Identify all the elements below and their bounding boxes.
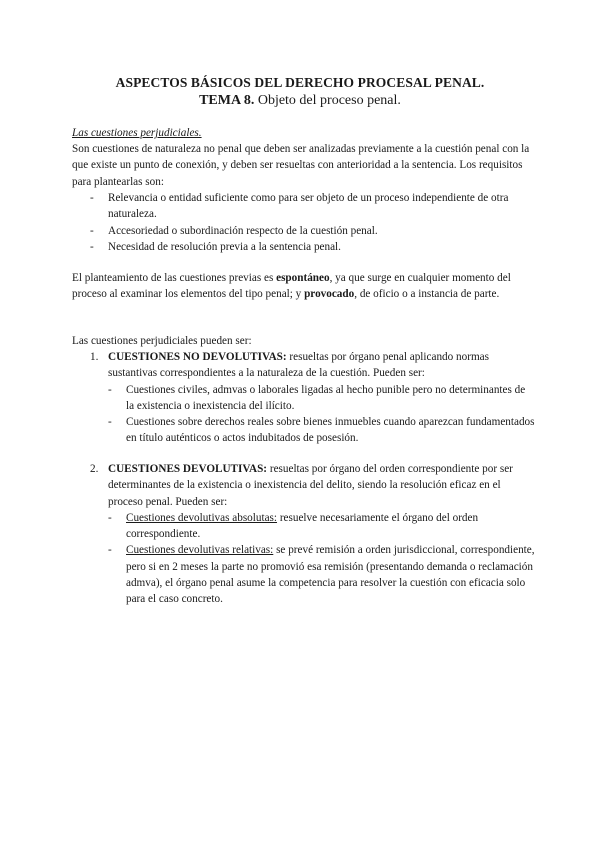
item-number: 1. bbox=[90, 351, 99, 363]
dash-bullet: - bbox=[90, 240, 94, 253]
item-text: resueltas por órgano penal aplicando normas sustantivas correspondientes a la naturaleza de la cuestión. Pueden ser: bbox=[108, 351, 489, 380]
sub-item-text: resuelve necesariamente el órgano del orden correspondiente. bbox=[126, 511, 479, 541]
sub-item-text: se prevé remisión a orden jurisdiccional, correspondiente, pero si en 2 meses la parte no promovió esa remisión (presentando demanda o reclamación admva), el órgano penal asume la competencia para resolver la cuestión con eficacia solo para el caso concreto. bbox=[126, 544, 535, 606]
requisito-text: Relevancia o entidad suficiente como para ser objeto de un proceso independiente de otra naturaleza. bbox=[108, 192, 509, 221]
sub-item bbox=[90, 414, 536, 447]
dash-bullet: - bbox=[108, 416, 112, 429]
planteamiento-text: , de oficio o a instancia de parte. bbox=[354, 288, 500, 301]
numbered-item-devolutivas bbox=[90, 461, 536, 608]
requisito-text: Accesoriedad o subordinación respecto de la cuestión penal. bbox=[108, 224, 378, 237]
sub-item-text: Cuestiones civiles, admvas o laborales ligadas al hecho punible pero no determinantes de la existencia o inexistencia del ilícito. bbox=[126, 383, 526, 412]
sub-item bbox=[90, 542, 536, 607]
requisito-text: Necesidad de resolución previa a la sentencia penal. bbox=[108, 240, 341, 253]
sub-list bbox=[90, 382, 536, 447]
planteamiento-text: El planteamiento de las cuestiones previas es bbox=[72, 272, 277, 284]
provocado-bold: provocado bbox=[304, 288, 355, 301]
tema-subtitle bbox=[0, 91, 600, 111]
dash-bullet: - bbox=[108, 544, 112, 557]
document-title: ASPECTOS BÁSICOS DEL DERECHO PROCESAL PENAL. bbox=[115, 75, 485, 90]
sub-list bbox=[90, 510, 536, 608]
sub-item bbox=[90, 382, 536, 415]
list-item bbox=[90, 239, 536, 255]
item-number: 2. bbox=[90, 463, 99, 475]
sub-item-underlined: Cuestiones devolutivas absolutas: bbox=[126, 511, 278, 524]
dash-bullet: - bbox=[108, 383, 112, 396]
dash-bullet: - bbox=[108, 511, 112, 524]
sub-item bbox=[90, 510, 536, 543]
numbered-item-no-devolutivas bbox=[90, 349, 536, 447]
intro-paragraph: Son cuestiones de naturaleza no penal que deben ser analizadas previamente a la cuestión penal con la que existe un punto de conexión, y deben ser resueltas con anterioridad a la sentencia. Los requisitos para plantearlas son: bbox=[72, 143, 530, 188]
list-item bbox=[90, 190, 536, 223]
planteamiento-paragraph bbox=[72, 270, 534, 303]
item-text: resueltas por órgano del orden correspondiente por ser determinantes de la existencia o inexistencia del delito, siendo la resolución eficaz en el proceso penal. Pueden ser: bbox=[108, 463, 513, 508]
planteamiento-text: , ya que surge en cualquier momento del proceso al examinar los elementos del tipo penal; y bbox=[72, 272, 511, 301]
dash-bullet: - bbox=[90, 224, 94, 237]
section-heading: Las cuestiones perjudiciales. bbox=[72, 127, 202, 139]
dash-bullet: - bbox=[90, 192, 94, 204]
tema-label: TEMA 8. bbox=[199, 93, 255, 108]
item-label: CUESTIONES NO DEVOLUTIVAS: bbox=[108, 351, 287, 363]
numbered-item bbox=[90, 461, 536, 510]
pueden-ser-paragraph: Las cuestiones perjudiciales pueden ser: bbox=[72, 335, 252, 347]
sub-item-text: Cuestiones sobre derechos reales sobre bienes inmuebles cuando aparezcan fundamentados en título auténticos o actos indubitados de posesión. bbox=[126, 416, 535, 445]
requisitos-list bbox=[90, 190, 536, 255]
item-label: CUESTIONES DEVOLUTIVAS: bbox=[108, 463, 268, 475]
list-item bbox=[90, 223, 536, 239]
sub-item-underlined: Cuestiones devolutivas relativas: bbox=[126, 544, 274, 557]
tema-text: Objeto del proceso penal. bbox=[254, 93, 401, 108]
numbered-item bbox=[90, 349, 536, 382]
espontaneo-bold: espontáneo bbox=[276, 272, 330, 284]
